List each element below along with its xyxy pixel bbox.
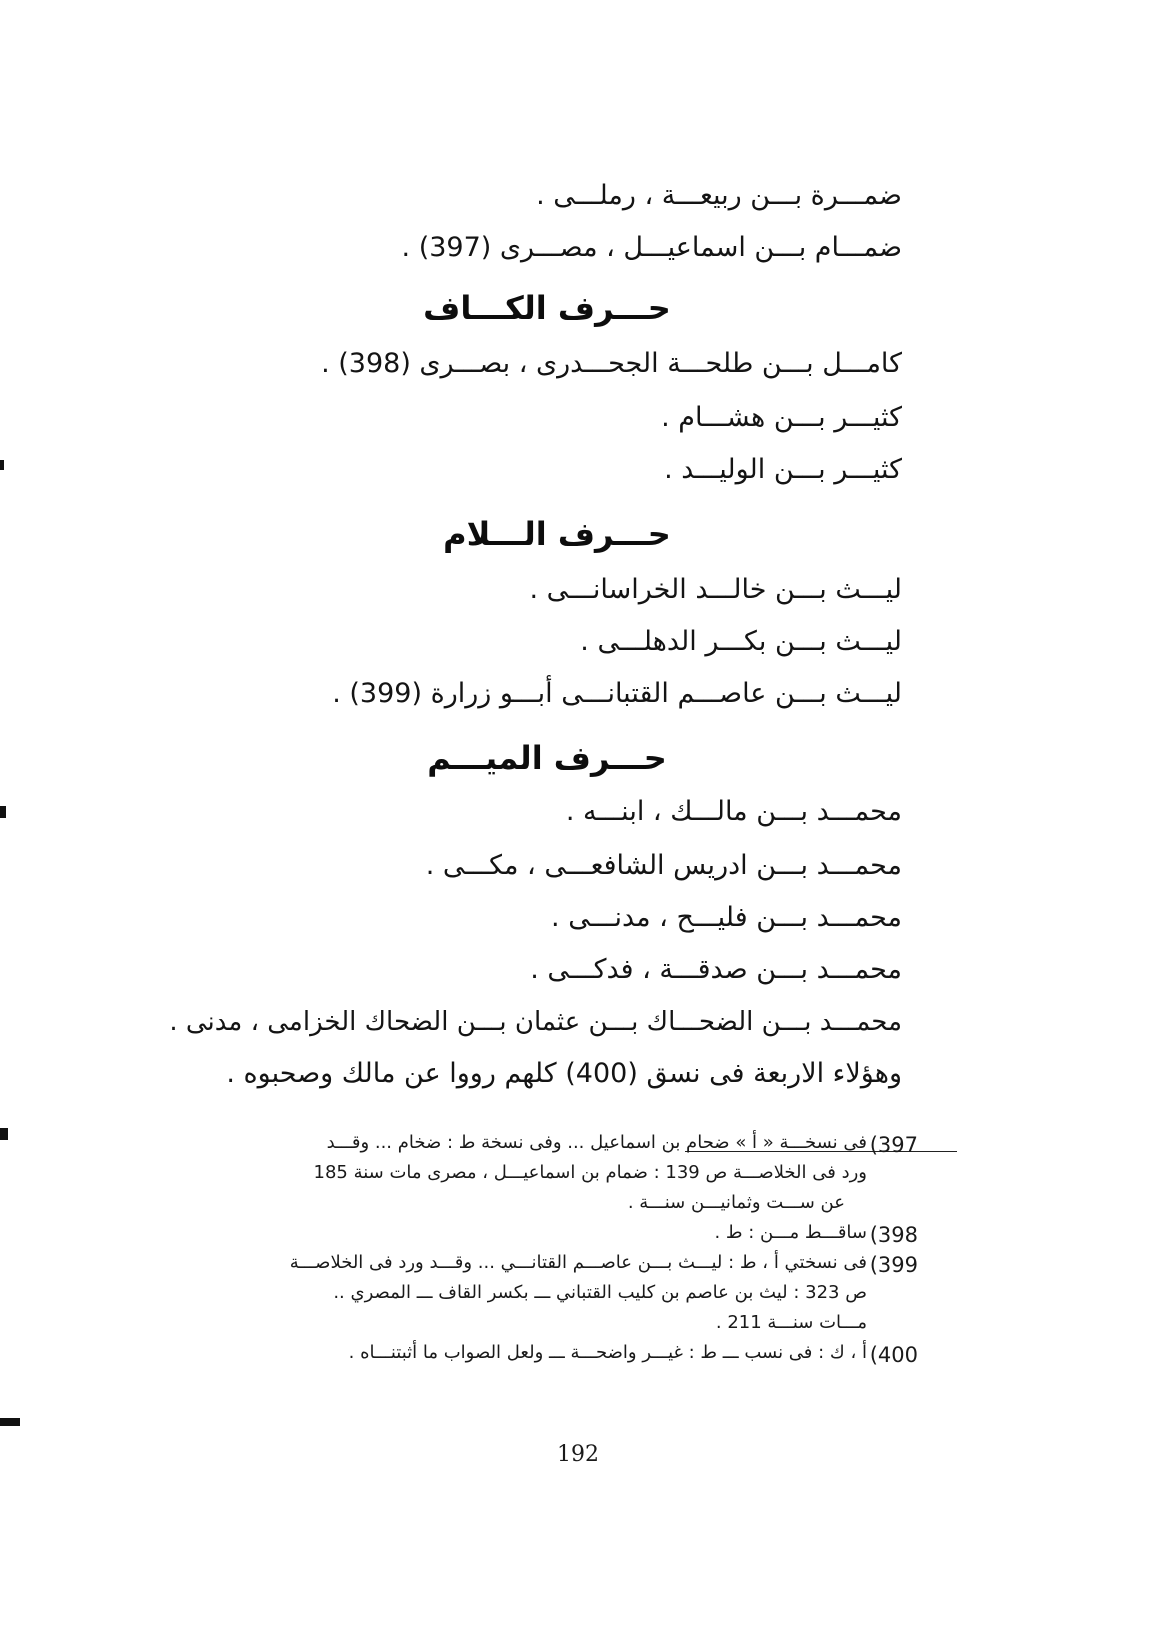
scan-margin-mark [0, 1128, 8, 1140]
page-number: 192 [557, 1442, 599, 1467]
entry-line: كامـــل بـــن طلحـــة الجحـــدرى ، بصـــرى (398) . [321, 348, 902, 379]
entry-line: كثيـــر بـــن هشـــام . [661, 402, 902, 433]
entry-line: كثيـــر بـــن الوليـــد . [664, 454, 902, 485]
footnote-number: (400 [869, 1343, 918, 1367]
entry-line: محمـــد بـــن الضحـــاك بـــن عثمان بـــن الضحاك الخزامى ، مدنى . [169, 1007, 902, 1037]
entry-line: محمـــد بـــن فليـــح ، مدنـــى . [551, 902, 902, 933]
footnote-line: ص 323 : ليث بن عاصم بن كليب القتباني ـــ بكسر القاف ـــ المصري .. [333, 1282, 867, 1303]
scan-margin-mark [0, 1418, 20, 1426]
entry-line: محمـــد بـــن ادريس الشافعـــى ، مكـــى . [425, 850, 902, 881]
entry-line: ليـــث بـــن خالـــد الخراسانـــى . [529, 574, 902, 605]
entry-line: وهؤلاء الاربعة فى نسق (400) كلهم رووا عن مالك وصحبوه . [226, 1058, 902, 1089]
footnote-line: فى نسخـــة « أ » ضحام بن اسماعيل ... وفى نسخة ط : ضخام ... وقـــد [326, 1132, 867, 1153]
footnote-line: ساقـــط مـــن : ط . [714, 1222, 867, 1243]
scan-margin-mark [0, 806, 6, 818]
entry-line: محمـــد بـــن مالـــك ، ابنـــه . [565, 796, 902, 827]
footnote-line: مـــات سنـــة 211 . [715, 1312, 867, 1333]
entry-line: ليـــث بـــن عاصـــم القتبانـــى أبـــو زرارة (399) . [332, 678, 902, 709]
footnote-line: أ ، ك : فى نسب ـــ ط : غيـــر واضحـــة ـــ ولعل الصواب ما أثبتنـــاه . [348, 1342, 867, 1363]
footnote-line: عن ســـت وثمانيـــن سنـــة . [627, 1192, 845, 1213]
footnote-number: (398 [869, 1223, 918, 1247]
entry-line: ضمـــرة بـــن ربيعـــة ، رملـــى . [536, 180, 902, 211]
section-heading-mim: حـــرف الميـــم [427, 739, 667, 777]
footnote-line: فى نسختي أ ، ط : ليـــث بـــن عاصـــم القتانـــي ... وقـــد ورد فى الخلاصـــة [289, 1252, 867, 1273]
section-heading-lam: حـــرف الـــلام [443, 515, 671, 553]
footnote-number: (397 [869, 1133, 918, 1157]
footnote-number: (399 [869, 1253, 918, 1277]
scan-margin-mark [0, 460, 4, 470]
entry-line: ضمـــام بـــن اسماعيـــل ، مصـــرى (397) . [401, 232, 902, 263]
section-heading-kaf: حـــرف الكـــاف [423, 289, 671, 327]
entry-line: محمـــد بـــن صدقـــة ، فدكـــى . [530, 954, 902, 985]
footnote-line: ورد فى الخلاصـــة ص 139 : ضمام بن اسماعيـــل ، مصرى مات سنة 185 [313, 1162, 867, 1183]
entry-line: ليـــث بـــن بكـــر الدهلـــى . [580, 626, 902, 657]
